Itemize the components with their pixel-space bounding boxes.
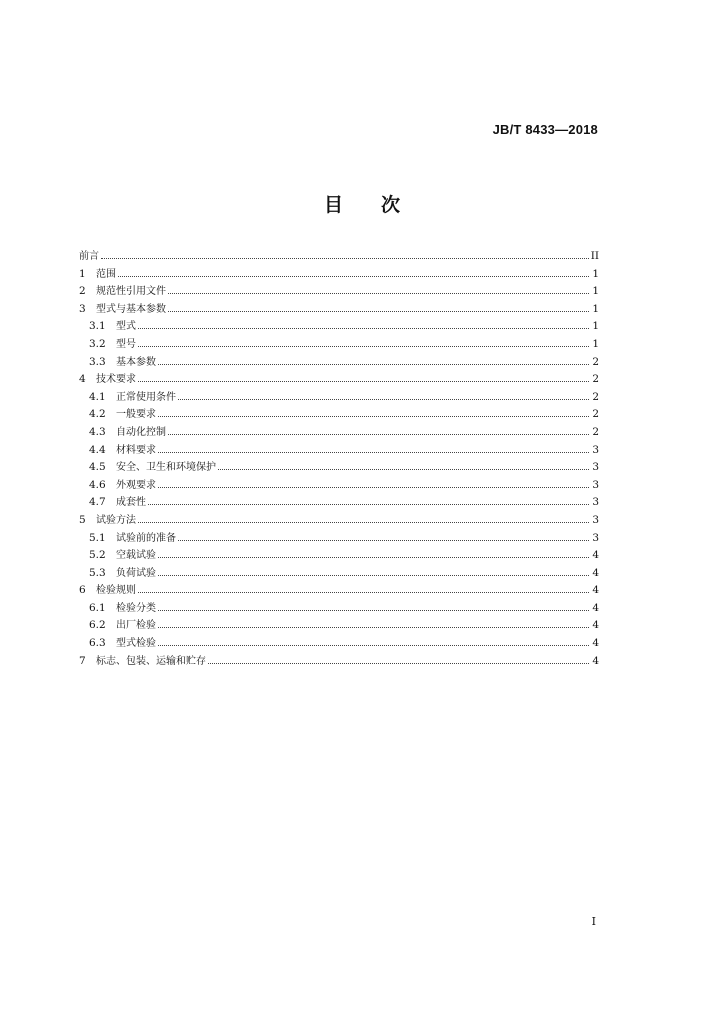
- toc-leader-dots: [208, 663, 589, 664]
- toc-title-part-1: 目: [323, 194, 343, 216]
- toc-entry-label: 前言: [79, 251, 99, 262]
- toc-title-part-2: 次: [381, 194, 401, 216]
- toc-entry-number: 4.6: [89, 478, 106, 491]
- toc-leader-dots: [118, 276, 589, 277]
- toc-entry[interactable]: [79, 565, 599, 583]
- toc-entry-page: 1: [592, 337, 599, 350]
- toc-entry-page: 2: [592, 425, 599, 438]
- toc-entry-label: 型式检验: [116, 638, 156, 650]
- toc-entry-number: 4.2: [89, 408, 106, 421]
- toc-entry-label: 外观要求: [116, 479, 156, 491]
- toc-entry-page: 4: [592, 566, 599, 579]
- toc-entry-number: 6.2: [89, 619, 106, 632]
- toc-entry-label: 标志、包装、运输和贮存: [96, 655, 206, 667]
- toc-entry-page: 2: [592, 390, 599, 403]
- toc-entry-label: 技术要求: [96, 374, 136, 386]
- toc-entry-number: 4.7: [89, 496, 106, 509]
- toc-entry-label: 正常使用条件: [116, 391, 176, 403]
- toc-entry-page: II: [590, 250, 599, 262]
- toc-entry[interactable]: [79, 600, 599, 618]
- toc-entry-page: 3: [592, 461, 599, 474]
- toc-entry[interactable]: [79, 266, 599, 284]
- toc-entry-label: 负荷试验: [116, 567, 156, 579]
- toc-entry-page: 1: [592, 285, 599, 298]
- toc-leader-dots: [158, 364, 589, 365]
- toc-entry[interactable]: [79, 617, 599, 635]
- toc-entry-number: 3.1: [89, 320, 106, 333]
- toc-entry-page: 4: [592, 549, 599, 562]
- toc-entry-page: 2: [592, 408, 599, 421]
- toc-entry-page: 4: [592, 584, 599, 597]
- toc-entry-number: 4: [79, 373, 86, 386]
- toc-leader-dots: [138, 346, 589, 347]
- toc-leader-dots: [138, 328, 589, 329]
- toc-entry-label: 型式与基本参数: [96, 303, 166, 315]
- toc-entry-number: 5: [79, 513, 86, 526]
- toc-entry-page: 4: [592, 654, 599, 667]
- toc-leader-dots: [101, 258, 589, 259]
- toc-leader-dots: [138, 381, 589, 382]
- toc-entry-label: 出厂检验: [116, 620, 156, 632]
- toc-leader-dots: [158, 452, 589, 453]
- toc-entry-label: 一般要求: [116, 409, 156, 421]
- page-number: I: [591, 915, 596, 928]
- toc-leader-dots: [158, 487, 589, 488]
- toc-entry-page: 4: [592, 601, 599, 614]
- toc-entry[interactable]: [79, 371, 599, 389]
- toc-entry[interactable]: [79, 283, 599, 301]
- toc-entry[interactable]: [79, 354, 599, 372]
- toc-leader-dots: [168, 434, 589, 435]
- toc-leader-dots: [178, 540, 589, 541]
- toc-entry-number: 6.3: [89, 637, 106, 650]
- toc-entry-label: 规范性引用文件: [96, 286, 166, 298]
- toc-entry[interactable]: [79, 582, 599, 600]
- toc-entry-number: 5.3: [89, 566, 106, 579]
- toc-entry[interactable]: [79, 653, 599, 671]
- toc-entry-label: 检验分类: [116, 602, 156, 614]
- toc-entry-number: 5.2: [89, 549, 106, 562]
- toc-title: [0, 190, 724, 217]
- toc-entry-label: 自动化控制: [116, 426, 166, 438]
- toc-leader-dots: [138, 592, 589, 593]
- toc-entry-label: 检验规则: [96, 585, 136, 597]
- toc-entry-page: 3: [592, 443, 599, 456]
- toc-entry-label: 试验方法: [96, 514, 136, 526]
- toc-entry-number: 6.1: [89, 601, 106, 614]
- toc-entry-number: 7: [79, 654, 86, 667]
- toc-entry[interactable]: [79, 442, 599, 460]
- toc-entry[interactable]: [79, 530, 599, 548]
- toc-entry-page: 3: [592, 496, 599, 509]
- toc-entry-page: 3: [592, 478, 599, 491]
- toc-entry-number: 6: [79, 584, 86, 597]
- toc-leader-dots: [168, 311, 589, 312]
- toc-entry[interactable]: [79, 494, 599, 512]
- toc-entry[interactable]: [79, 406, 599, 424]
- toc-entry-page: 1: [592, 320, 599, 333]
- toc-leader-dots: [168, 293, 589, 294]
- toc-entry-page: 3: [592, 531, 599, 544]
- toc-leader-dots: [158, 627, 589, 628]
- toc-entry-number: 4.3: [89, 425, 106, 438]
- toc-entry-number: 5.1: [89, 531, 106, 544]
- toc-leader-dots: [158, 575, 589, 576]
- toc-entry[interactable]: [79, 477, 599, 495]
- toc-entry-label: 空载试验: [116, 550, 156, 562]
- toc-entry-label: 型式: [116, 321, 136, 333]
- toc-entry-label: 试验前的准备: [116, 532, 176, 544]
- toc-leader-dots: [138, 522, 589, 523]
- toc-entry[interactable]: [79, 389, 599, 407]
- toc-entry-page: 1: [592, 302, 599, 315]
- toc-entry-number: 1: [79, 267, 86, 280]
- toc-leader-dots: [158, 610, 589, 611]
- toc-entry-number: 2: [79, 285, 86, 298]
- toc-entry-page: 2: [592, 355, 599, 368]
- toc-entry[interactable]: [79, 635, 599, 653]
- toc-leader-dots: [178, 399, 589, 400]
- toc-entry-number: 3.3: [89, 355, 106, 368]
- toc-entry-page: 3: [592, 513, 599, 526]
- toc-entry[interactable]: [79, 301, 599, 319]
- toc-entry-label: 成套性: [116, 497, 146, 509]
- toc-entry[interactable]: [79, 318, 599, 336]
- toc-entry-label: 材料要求: [116, 444, 156, 456]
- toc-leader-dots: [158, 557, 589, 558]
- toc-entry-page: 1: [592, 267, 599, 280]
- toc-leader-dots: [158, 645, 589, 646]
- toc-entry[interactable]: [79, 424, 599, 442]
- toc-entry[interactable]: [79, 547, 599, 565]
- toc-leader-dots: [218, 469, 589, 470]
- toc-entry-number: 4.1: [89, 390, 106, 403]
- table-of-contents: [79, 248, 599, 670]
- toc-entry[interactable]: [79, 459, 599, 477]
- toc-entry[interactable]: [79, 512, 599, 530]
- toc-entry-page: 2: [592, 373, 599, 386]
- toc-entry-number: 4.4: [89, 443, 106, 456]
- toc-leader-dots: [148, 504, 589, 505]
- toc-entry-number: 4.5: [89, 461, 106, 474]
- toc-entry-label: 基本参数: [116, 356, 156, 368]
- toc-entry[interactable]: [79, 248, 599, 266]
- toc-entry-number: 3.2: [89, 337, 106, 350]
- standard-code: JB/T 8433—2018: [492, 122, 598, 137]
- toc-entry-label: 范围: [96, 268, 116, 280]
- toc-entry-number: 3: [79, 302, 86, 315]
- toc-entry-label: 型号: [116, 338, 136, 350]
- toc-entry-page: 4: [592, 619, 599, 632]
- toc-leader-dots: [158, 416, 589, 417]
- toc-entry[interactable]: [79, 336, 599, 354]
- toc-entry-label: 安全、卫生和环境保护: [116, 462, 216, 474]
- toc-entry-page: 4: [592, 637, 599, 650]
